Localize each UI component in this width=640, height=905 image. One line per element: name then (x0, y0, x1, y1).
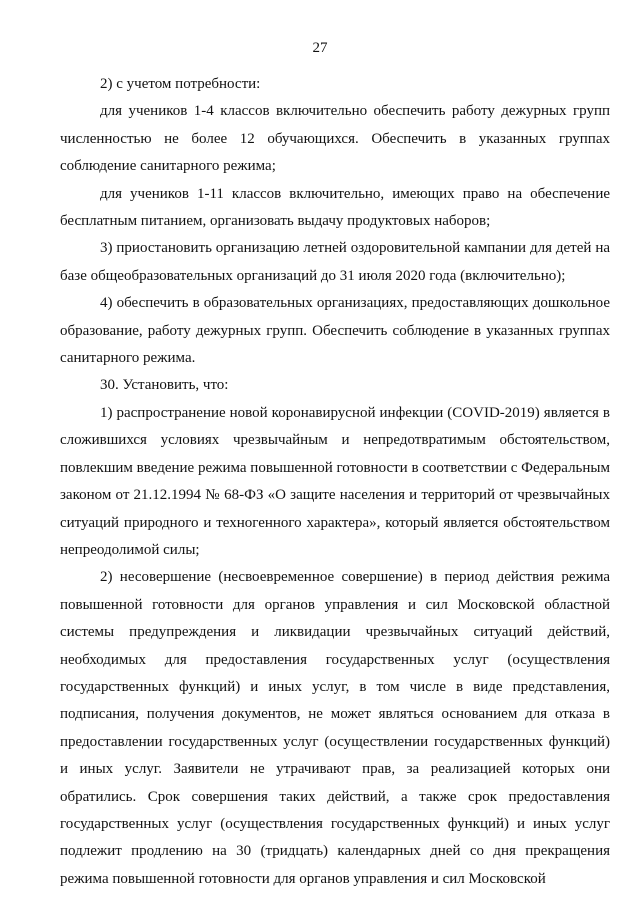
paragraph-item-2: 2) с учетом потребности: (100, 76, 261, 92)
paragraph-duty-groups: для учеников 1-4 классов включительно обеспечить работу дежурных групп численностью не более 12 обучающихся. Обеспечить в указанных группах соблюдение санитарного режима; (60, 103, 610, 175)
paragraph-food-sets: для учеников 1-11 классов включительно, имеющих право на обеспечение бесплатным питанием, организовать выдачу продуктовых наборов; (60, 185, 610, 230)
page-number: 27 (312, 40, 328, 56)
paragraph-section-30: 30. Установить, что: (100, 377, 229, 394)
document-body (60, 71, 610, 893)
paragraph-section-30-item-1: 1) распространение новой коронавирусной инфекции (COVID-2019) является в сложившихся условиях чрезвычайным и непредотвратимым обстоятельством, повлекшим введение режима повышенной готовности в соответствии с Федеральным законом от 21.12.1994 № 68-ФЗ «О защите населения и территорий от чрезвычайных ситуаций природного и техногенного характера», который является обстоятельством непреодолимой силы; (60, 404, 610, 558)
paragraph-section-30-item-2: 2) несовершение (несвоевременное совершение) в период действия режима повышенной готовности для органов управления и сил Московской областной системы предупреждения и ликвидации чрезвычайных ситуаций действий, необходимых для предоставления государственных услуг (осуществления государственных функций) и иных услуг, в том числе в виде представления, подписания, получения документов, не может являться основанием для отказа в предоставлении государственных услуг (осуществлении государственных функций) и иных услуг. Заявители не утрачивают прав, за реализацией которых они обратились. Срок совершения таких действий, а также срок предоставления государственных услуг (осуществления государственных функций) и иных услуг подлежит продлению на 30 (тридцать) календарных дней со дня прекращения режима повышенной готовности для органов управления и сил Московской (60, 569, 610, 887)
paragraph-item-3: 3) приостановить организацию летней оздоровительной кампании для детей на базе общеобразовательных организаций до 31 июля 2020 года (включительно); (60, 240, 610, 284)
paragraph-item-4: 4) обеспечить в образовательных организациях, предоставляющих дошкольное образование, работу дежурных групп. Обеспечить соблюдение в указанных группах санитарного режима. (60, 295, 610, 367)
